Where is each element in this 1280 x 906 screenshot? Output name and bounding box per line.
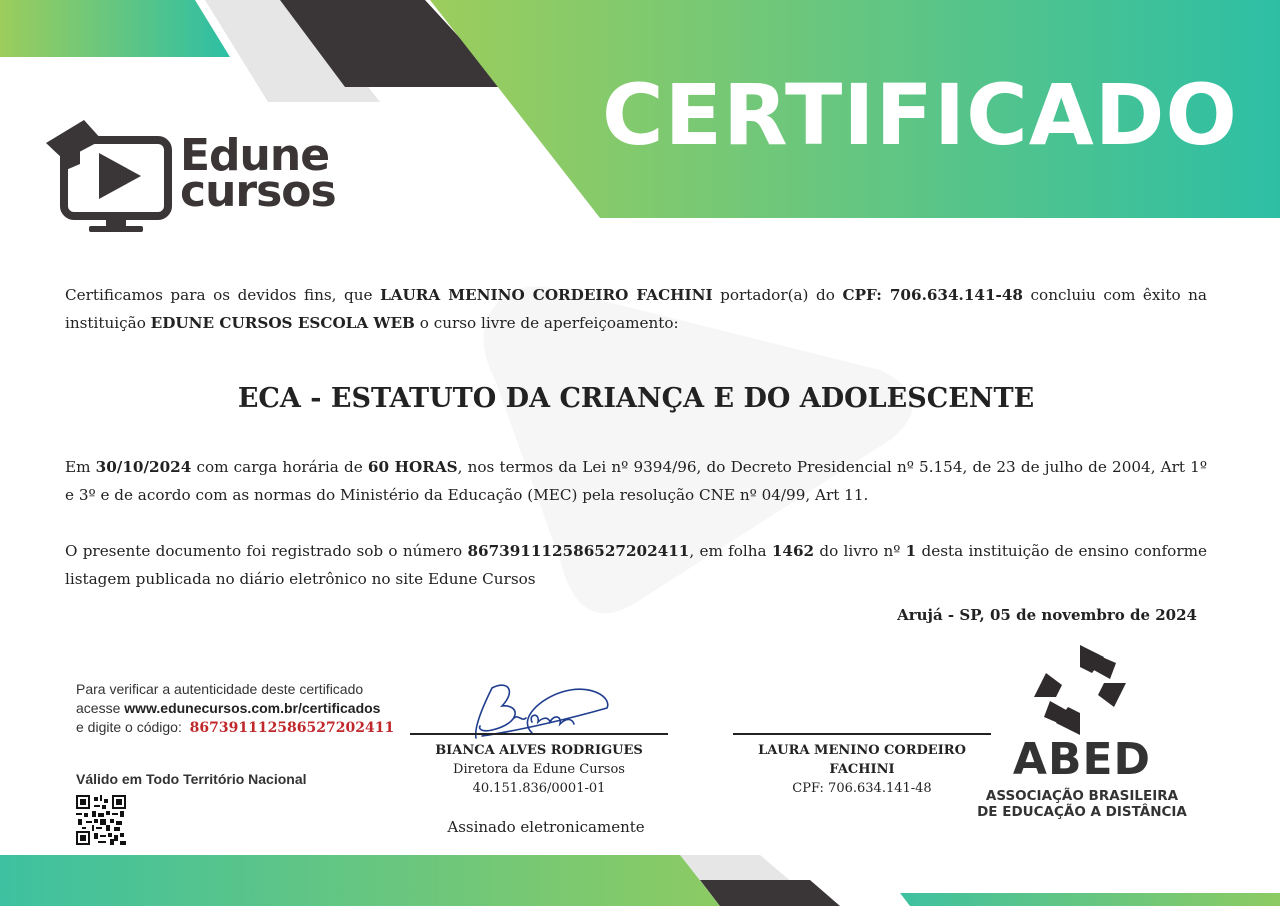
p2-text-2: com carga horária de [191,458,368,476]
p3-text-2: , em folha [689,542,772,560]
p1-text-1: Certificamos para os devidos fins, que [65,286,381,304]
student-name: LAURA MENINO CORDEIRO FACHINI [380,286,713,304]
signer-2-name-line2: FACHINI [829,762,895,777]
abed-line2: DE EDUCAÇÃO A DISTÂNCIA [977,804,1187,820]
handwritten-signature [462,678,612,746]
logo-line1: Edune [180,130,330,181]
abed-acronym: ABED [1012,734,1152,785]
course-hours: 60 HORAS [367,458,458,476]
valid-nationwide: Válido em Todo Território Nacional [76,771,307,787]
bottom-dark-stripe [700,880,840,906]
verify-line2-prefix: acesse [76,700,125,716]
edune-logo-text [180,130,336,217]
signature-line-2 [733,733,991,735]
signer-1-role: Diretora da Edune Cursos [453,762,625,777]
p2-text-1: Em [65,458,96,476]
p1-text-2: portador(a) do [712,286,843,304]
signer-2-name-line1: LAURA MENINO CORDEIRO [758,743,966,758]
p2-text-3: , nos termos da Lei nº 9394/96, do Decreto Presidencial nº 5.154, de 23 de julho de 2004, Art 1º e 3º e de acordo com as normas do Ministério da Educação (MEC) pela resolução CNE nº 04/99, Art 11. [65,458,1207,504]
verify-line2 [76,699,416,718]
place-and-date: Arujá - SP, 05 de novembro de 2024 [897,606,1197,624]
verify-line3-text: e digite o código: [76,719,182,735]
p3-text-4: desta instituição de ensino conforme listagem publicada no diário eletrônico no site Edune Cursos [65,542,1207,588]
abed-line1: ASSOCIAÇÃO BRASILEIRA [985,788,1179,804]
registration-paragraph [65,537,1207,593]
qr-code-icon[interactable] [76,795,126,845]
signer-2-cpf: CPF: 706.634.141-48 [792,781,932,796]
student-cpf: CPF: 706.634.141-48 [842,286,1023,304]
registration-number: 867391112586527202411 [467,542,690,560]
folha-number: 1462 [771,542,815,560]
edune-logo-icon [44,118,174,238]
signer-2-block [733,741,991,798]
p1-text-4: o curso livre de aperfeiçoamento: [414,314,679,332]
top-left-green-band [0,0,230,57]
signature-line-1 [410,733,668,735]
verify-line1: Para verificar a autenticidade deste certificado [76,681,364,697]
institution-name: EDUNE CURSOS ESCOLA WEB [150,314,415,332]
signer-1-id: 40.151.836/0001-01 [472,781,606,796]
course-details-paragraph [65,453,1207,509]
course-title: ECA - ESTATUTO DA CRIANÇA E DO ADOLESCENTE [237,383,1035,414]
verify-line3 [76,718,416,738]
bottom-green-band-left [0,855,730,906]
p3-text-1: O presente documento foi registrado sob o número [65,542,468,560]
completion-date: 30/10/2024 [95,458,192,476]
signer-1-block [410,741,668,798]
livro-number: 1 [905,542,917,560]
certificate-title: CERTIFICADO [602,66,1238,164]
logo-line2: cursos [180,166,336,217]
verify-url-link[interactable]: www.edunecursos.com.br/certificados [124,700,381,716]
abed-logo-text [962,734,1202,820]
signed-electronically: Assinado eletronicamente [447,818,645,836]
bottom-green-band-right [900,893,1280,906]
p3-text-3: do livro nº [814,542,906,560]
certification-paragraph [65,281,1207,337]
verification-info [76,680,416,738]
p1-text-3: concluiu com êxito na instituição [65,286,1207,332]
signer-1-name: BIANCA ALVES RODRIGUES [435,743,643,758]
abed-logo-icon [1030,643,1130,737]
verification-code: 867391112586527202411 [189,720,395,736]
